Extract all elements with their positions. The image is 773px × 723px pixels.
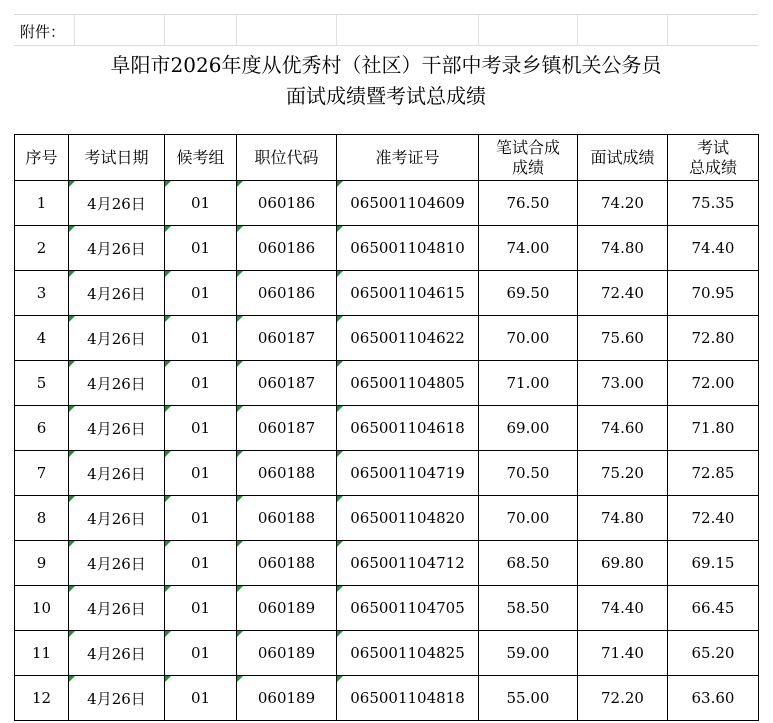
cell-ticket-no: 065001104615: [337, 271, 479, 316]
cell-position-code: 060188: [237, 541, 337, 586]
cell-no: 2: [15, 226, 69, 271]
cell-position-code: 060189: [237, 631, 337, 676]
cell-ticket-no: 065001104820: [337, 496, 479, 541]
cell-ticket-no: 065001104712: [337, 541, 479, 586]
header-no: 序号: [15, 135, 69, 181]
cell-position-code: 060186: [237, 271, 337, 316]
cell-no: 6: [15, 406, 69, 451]
attachment-label: 附件：: [20, 23, 66, 41]
cell-exam-date: 4月26日: [69, 631, 165, 676]
cell-written-score: 70.00: [479, 496, 578, 541]
table-row: [15, 631, 759, 676]
cell-total-score: 65.20: [668, 631, 759, 676]
cell-interview-score: 71.40: [578, 631, 668, 676]
cell-interview-score: 74.20: [578, 181, 668, 226]
cell-total-score: 72.00: [668, 361, 759, 406]
cell-written-score: 76.50: [479, 181, 578, 226]
table-row: [15, 361, 759, 406]
cell-no: 4: [15, 316, 69, 361]
cell-position-code: 060186: [237, 226, 337, 271]
cell-group: 01: [165, 316, 237, 361]
table-row: [15, 271, 759, 316]
cell-total-score: 72.80: [668, 316, 759, 361]
spreadsheet-page: [14, 14, 758, 710]
cell-total-score: 71.80: [668, 406, 759, 451]
cell-written-score: 69.00: [479, 406, 578, 451]
table-row: [15, 676, 759, 721]
cell-position-code: 060186: [237, 181, 337, 226]
cell-ticket-no: 065001104618: [337, 406, 479, 451]
cell-exam-date: 4月26日: [69, 316, 165, 361]
cell-exam-date: 4月26日: [69, 676, 165, 721]
header-total-score: 考试 总成绩: [668, 135, 759, 181]
table-row: [15, 541, 759, 586]
table-row: [15, 586, 759, 631]
score-table: [14, 134, 759, 721]
cell-written-score: 68.50: [479, 541, 578, 586]
table-row: [15, 406, 759, 451]
cell-ticket-no: 065001104825: [337, 631, 479, 676]
cell-ticket-no: 065001104810: [337, 226, 479, 271]
cell-group: 01: [165, 226, 237, 271]
cell-position-code: 060188: [237, 451, 337, 496]
table-row: [15, 451, 759, 496]
cell-interview-score: 74.80: [578, 226, 668, 271]
header-interview-score: 面试成绩: [578, 135, 668, 181]
cell-ticket-no: 065001104719: [337, 451, 479, 496]
cell-total-score: 66.45: [668, 586, 759, 631]
cell-position-code: 060188: [237, 496, 337, 541]
cell-group: 01: [165, 361, 237, 406]
table-body: [15, 181, 759, 721]
header-group: 候考组: [165, 135, 237, 181]
cell-group: 01: [165, 181, 237, 226]
cell-ticket-no: 065001104818: [337, 676, 479, 721]
cell-total-score: 74.40: [668, 226, 759, 271]
document-title: [14, 50, 758, 112]
cell-total-score: 75.35: [668, 181, 759, 226]
cell-ticket-no: 065001104805: [337, 361, 479, 406]
cell-exam-date: 4月26日: [69, 496, 165, 541]
cell-group: 01: [165, 631, 237, 676]
header-ticket-no: 准考证号: [337, 135, 479, 181]
cell-no: 12: [15, 676, 69, 721]
cell-position-code: 060187: [237, 361, 337, 406]
cell-no: 10: [15, 586, 69, 631]
cell-ticket-no: 065001104705: [337, 586, 479, 631]
header-written-score: 笔试合成 成绩: [479, 135, 578, 181]
cell-position-code: 060187: [237, 316, 337, 361]
cell-group: 01: [165, 496, 237, 541]
header-exam-date: 考试日期: [69, 135, 165, 181]
cell-exam-date: 4月26日: [69, 541, 165, 586]
cell-group: 01: [165, 541, 237, 586]
table-row: [15, 181, 759, 226]
cell-exam-date: 4月26日: [69, 361, 165, 406]
cell-no: 5: [15, 361, 69, 406]
cell-total-score: 63.60: [668, 676, 759, 721]
cell-total-score: 72.40: [668, 496, 759, 541]
table-header-row: [15, 135, 759, 181]
title-line-2: 面试成绩暨考试总成绩: [286, 84, 486, 108]
cell-interview-score: 74.40: [578, 586, 668, 631]
cell-interview-score: 74.60: [578, 406, 668, 451]
cell-group: 01: [165, 406, 237, 451]
cell-exam-date: 4月26日: [69, 271, 165, 316]
cell-interview-score: 72.40: [578, 271, 668, 316]
cell-exam-date: 4月26日: [69, 226, 165, 271]
cell-interview-score: 73.00: [578, 361, 668, 406]
cell-interview-score: 69.80: [578, 541, 668, 586]
title-line-1: 阜阳市2026年度从优秀村（社区）干部中考录乡镇机关公务员: [110, 53, 662, 77]
cell-interview-score: 74.80: [578, 496, 668, 541]
cell-no: 3: [15, 271, 69, 316]
cell-total-score: 72.85: [668, 451, 759, 496]
cell-total-score: 69.15: [668, 541, 759, 586]
cell-written-score: 59.00: [479, 631, 578, 676]
note-row: [14, 14, 758, 46]
cell-group: 01: [165, 676, 237, 721]
cell-group: 01: [165, 586, 237, 631]
cell-no: 7: [15, 451, 69, 496]
cell-interview-score: 75.20: [578, 451, 668, 496]
cell-no: 8: [15, 496, 69, 541]
cell-interview-score: 75.60: [578, 316, 668, 361]
cell-group: 01: [165, 451, 237, 496]
cell-no: 11: [15, 631, 69, 676]
cell-exam-date: 4月26日: [69, 451, 165, 496]
header-position-code: 职位代码: [237, 135, 337, 181]
cell-written-score: 71.00: [479, 361, 578, 406]
cell-interview-score: 72.20: [578, 676, 668, 721]
cell-written-score: 70.00: [479, 316, 578, 361]
cell-position-code: 060189: [237, 586, 337, 631]
cell-position-code: 060189: [237, 676, 337, 721]
table-row: [15, 496, 759, 541]
cell-written-score: 74.00: [479, 226, 578, 271]
cell-total-score: 70.95: [668, 271, 759, 316]
cell-group: 01: [165, 271, 237, 316]
cell-written-score: 69.50: [479, 271, 578, 316]
cell-position-code: 060187: [237, 406, 337, 451]
table-row: [15, 226, 759, 271]
cell-exam-date: 4月26日: [69, 406, 165, 451]
cell-no: 9: [15, 541, 69, 586]
cell-exam-date: 4月26日: [69, 586, 165, 631]
cell-written-score: 55.00: [479, 676, 578, 721]
table-row: [15, 316, 759, 361]
cell-exam-date: 4月26日: [69, 181, 165, 226]
cell-written-score: 70.50: [479, 451, 578, 496]
cell-ticket-no: 065001104622: [337, 316, 479, 361]
cell-ticket-no: 065001104609: [337, 181, 479, 226]
cell-no: 1: [15, 181, 69, 226]
cell-written-score: 58.50: [479, 586, 578, 631]
